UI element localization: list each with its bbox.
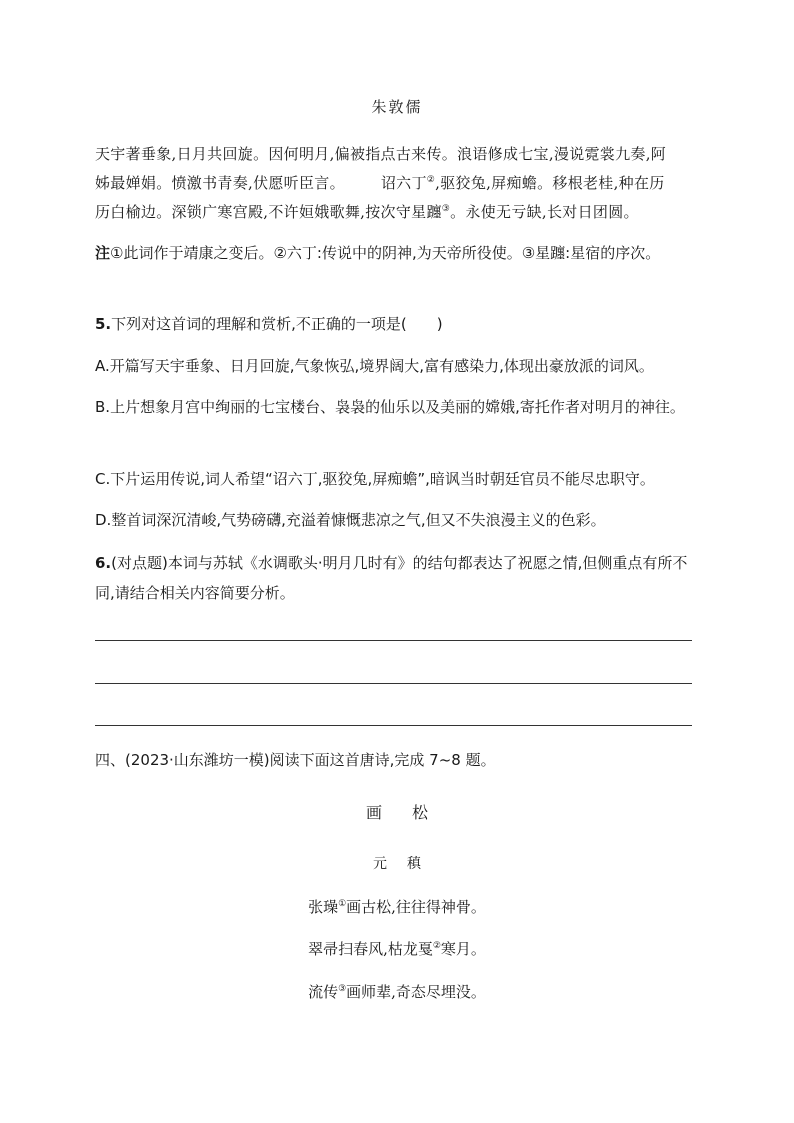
- footnote-mark: ②: [426, 175, 436, 185]
- footnote-mark: ②: [432, 941, 441, 951]
- option-c[interactable]: C.下片运用传说,词人希望“诏六丁,驱狡兔,屏痴蟾”,暗讽当时朝廷官员不能尽忠职守。: [95, 470, 655, 488]
- poem-line: 姊最婵娟。愤激书青奏,伏愿听臣言。 诏六丁②,驱狡兔,屏痴蟾。移根老桂,种在历: [95, 174, 665, 192]
- option-a[interactable]: A.开篇写天宇垂象、日月回旋,气象恢弘,境界阔大,富有感染力,体现出豪放派的词风。: [95, 357, 654, 375]
- footnote-mark: ③: [441, 204, 451, 214]
- note-label: 注: [95, 244, 111, 262]
- option-b[interactable]: B.上片想象月宫中绚丽的七宝楼台、袅袅的仙乐以及美丽的嫦娥,寄托作者对明月的神往。: [95, 398, 685, 416]
- option-d[interactable]: D.整首词深沉清峻,气势磅礴,充溢着慷慨悲凉之气,但又不失浪漫主义的色彩。: [95, 511, 606, 529]
- poem2-line: 翠帚扫春风,枯龙戛②寒月。: [308, 940, 486, 958]
- poem2-title: 画 松: [365, 803, 429, 822]
- poem-line: 天宇著垂象,日月共回旋。因何明月,偏被指点古来传。浪语修成七宝,漫说霓裳九奏,阿: [95, 145, 667, 163]
- poem-body: [95, 140, 695, 227]
- footnote-mark: ③: [338, 984, 347, 994]
- poem2-line: 张璪①画古松,往往得神骨。: [308, 898, 486, 916]
- poem2-line: 流传③画师辈,奇态尽埋没。: [308, 983, 486, 1001]
- answer-line[interactable]: [95, 640, 692, 641]
- section-4-heading: 四、(2023·山东潍坊一模)阅读下面这首唐诗,完成 7~8 题。: [95, 751, 496, 769]
- question-5-stem: 5.下列对这首词的理解和赏析,不正确的一项是( ): [95, 315, 443, 333]
- poem-author: 朱敦儒: [371, 98, 423, 116]
- footnote-mark: ①: [338, 899, 347, 909]
- answer-line[interactable]: [95, 725, 692, 726]
- poem2-poet: 元 稹: [373, 856, 421, 872]
- poem-notes: 注①此词作于靖康之变后。②六丁:传说中的阴神,为天帝所役使。③星躔:星宿的序次。: [95, 244, 661, 262]
- poem-line: 历白榆边。深锁广寒宫殿,不许姮娥歌舞,按次守星躔③。永使无亏缺,长对日团圆。: [95, 203, 639, 221]
- answer-line[interactable]: [95, 683, 692, 684]
- question-6-stem: 6.(对点题)本词与苏轼《水调歌头·明月几时有》的结句都表达了祝愿之情,但侧重点有所不同,请结合相关内容简要分析。: [95, 554, 688, 602]
